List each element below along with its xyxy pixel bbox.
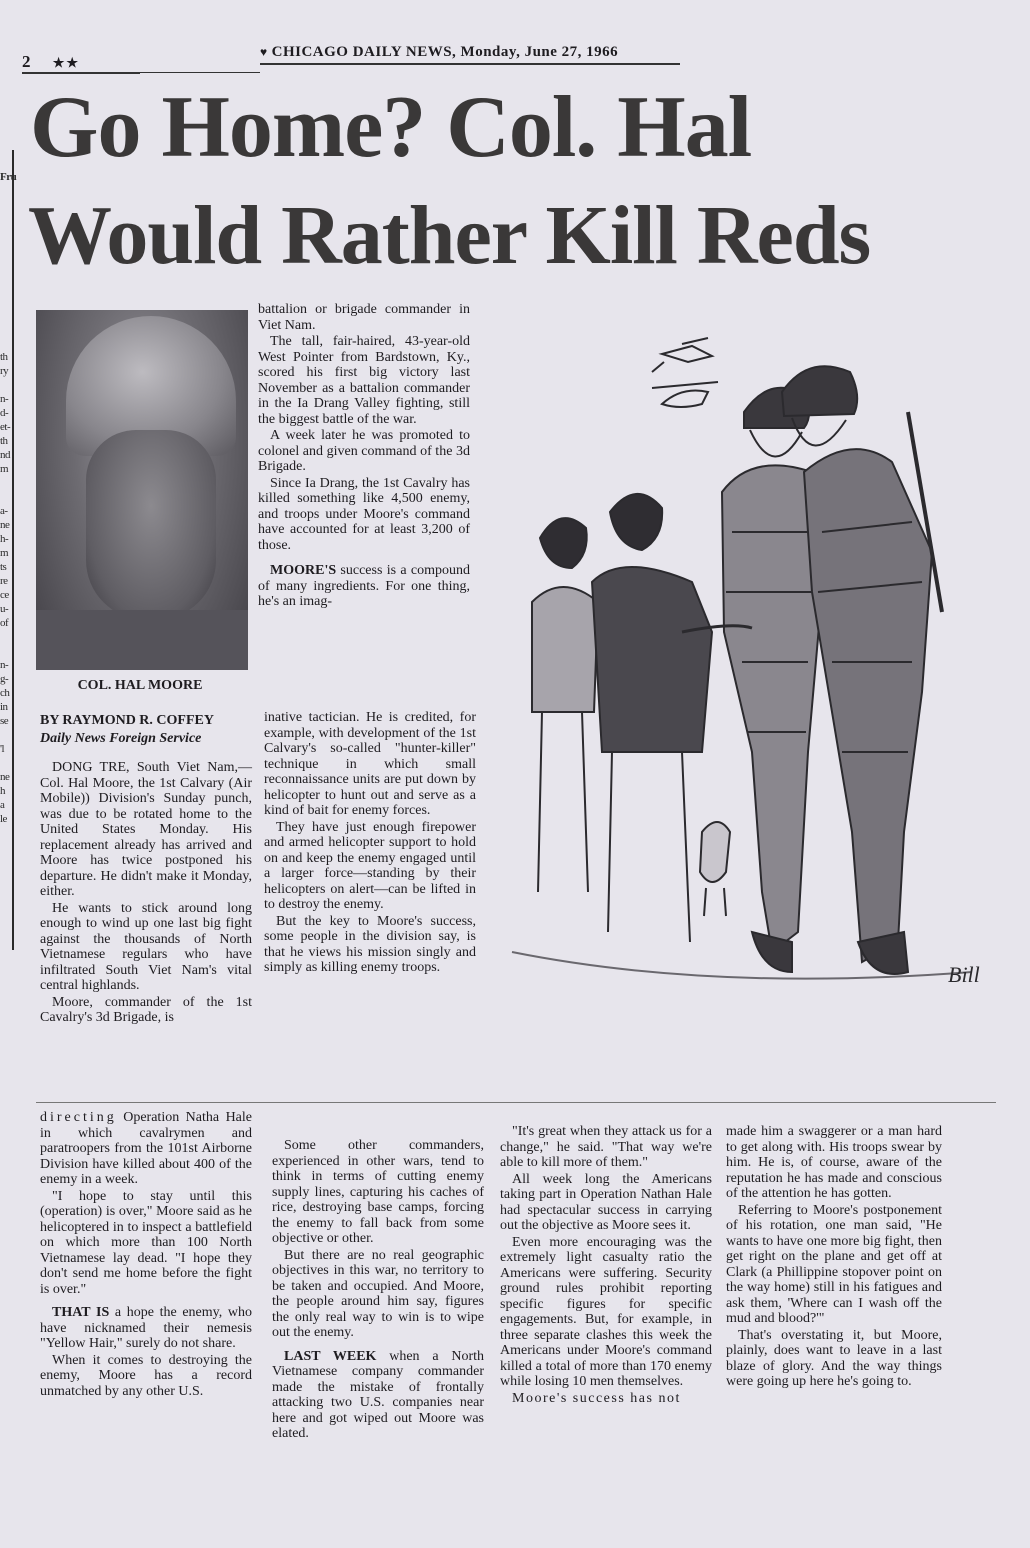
paragraph-body: success is a compound of many ingredients. For one thing, he's an imag- bbox=[258, 563, 470, 609]
paragraph: inative tactician. He is credited, for example, with development of the 1st Calvary's so-called "hunter-killer" technique in which small reconnaissance units are put down by helicopter to hunt out and serve as a kind of bait for enemy forces. bbox=[264, 710, 476, 818]
fragment: ry bbox=[0, 365, 9, 377]
paragraph: "I hope to stay until this (operation) is over," Moore said as he helicoptered in to inspect a battlefield on which more than 100 North Vietnamese lay dead. "I hope they don't send me home before the fight is over." bbox=[40, 1188, 252, 1297]
masthead: ♥ CHICAGO DAILY NEWS, Monday, June 27, 1966 bbox=[260, 44, 680, 65]
fragment: g- bbox=[0, 673, 9, 685]
adjacent-column-fragments bbox=[0, 171, 17, 826]
paragraph: That's overstating it, but Moore, plainly, does want to leave in a last blaze of glory. And the way things were going up here he's going to. bbox=[726, 1327, 942, 1389]
paragraph-lead: MOORE'S bbox=[270, 563, 337, 578]
byline-service: Daily News Foreign Service bbox=[40, 731, 202, 746]
fragment: n- bbox=[0, 393, 9, 405]
paragraph: Even more encouraging was the extremely light casualty ratio the Americans were suffering. Security ground rules prohibit reporting specific figures for specific engagements. But, for example, in three separate clashes this week the Americans under Moore's command killed a total of more than 170 enemy while losing 10 men themselves. bbox=[500, 1234, 712, 1389]
page-number bbox=[22, 52, 140, 74]
fragment: Fru bbox=[0, 171, 17, 183]
article-column-lower-1 bbox=[40, 1110, 252, 1400]
fragment: h- bbox=[0, 533, 9, 545]
fragment: of bbox=[0, 617, 9, 629]
masthead-title: CHICAGO DAILY NEWS, Monday, June 27, 1966 bbox=[271, 44, 619, 60]
paragraph: A week later he was promoted to colonel and given command of the 3d Brigade. bbox=[258, 428, 470, 474]
paragraph bbox=[272, 1349, 484, 1442]
paragraph bbox=[40, 1305, 252, 1352]
headline-line-2: Would Rather Kill Reds bbox=[28, 189, 871, 282]
paragraph: battalion or brigade commander in Viet Nam. bbox=[258, 302, 470, 333]
headline-line-1: Go Home? Col. Hal bbox=[30, 79, 752, 176]
paragraph: Moore's success has not bbox=[512, 1390, 681, 1406]
child-left bbox=[532, 518, 598, 892]
article-column-lower-2 bbox=[272, 1138, 484, 1443]
paragraph: The tall, fair-haired, 43-year-old West Pointer from Bardstown, Ky., scored his first big victory last November as a battalion commander in the Ia Drang Valley fighting, still the biggest battle of the war. bbox=[258, 334, 470, 427]
fragment: a bbox=[0, 799, 5, 811]
paragraph: made him a swaggerer or a man hard to get along with. His troops swear by him. He is, of course, aware of the reputation he has made and conscious of the attention he has gotten. bbox=[726, 1124, 942, 1201]
paragraph: Referring to Moore's postponement of his rotation, one man said, "He wants to have one more big fight, then get right on the plane and get off at Clark (a Phillippine stopover point on the way home) still in his fatigues and ask them, 'Where can I wash off the mud and blood?'" bbox=[726, 1202, 942, 1326]
fragment: et- bbox=[0, 421, 11, 433]
paragraph bbox=[258, 563, 470, 610]
paragraph: But the key to Moore's success, some people in the division say, is that he views his mission singly and simply as killing enemy troops. bbox=[264, 913, 476, 975]
fragment: le bbox=[0, 813, 7, 825]
portrait-photo bbox=[36, 310, 248, 670]
paragraph bbox=[40, 1110, 252, 1188]
paragraph-lead: directing bbox=[40, 1110, 117, 1125]
paragraph-body: when a North Vietnamese company commander made the mistake of frontally attacking two U.S. companies near here and got wiped out Moore was elated. bbox=[272, 1348, 484, 1441]
paragraph: DONG TRE, South Viet Nam,—Col. Hal Moore, the 1st Calvary (Air Mobile)) Division's Sunday punch, was due to be rotated home to the United States Monday. His replacement already has arrived and Moore has twice postponed his departure. He didn't make it Monday, either. bbox=[40, 760, 252, 899]
paragraph-body: a hope the enemy, who have nicknamed their nemesis "Yellow Hair," surely do not share. bbox=[40, 1305, 252, 1351]
helicopter-sketch-1 bbox=[652, 338, 712, 372]
fragment: nd bbox=[0, 449, 10, 461]
masthead-rule bbox=[120, 72, 260, 73]
fragment: n- bbox=[0, 659, 9, 671]
small-dog bbox=[700, 822, 730, 916]
fragment: th bbox=[0, 435, 8, 447]
fragment: th bbox=[0, 351, 8, 363]
fragment: ts bbox=[0, 561, 7, 573]
section-divider bbox=[36, 1102, 996, 1103]
fragment: 'l bbox=[0, 743, 5, 755]
photo-caption: COL. HAL MOORE bbox=[77, 678, 203, 693]
face-shape bbox=[86, 430, 216, 620]
article-column-lower-3 bbox=[500, 1124, 712, 1407]
paragraph: Some other commanders, experienced in other wars, tend to think in terms of cutting enemy supply lines, capturing his caches of rice, destroying base camps, forcing the enemy to fall back from some objective or other. bbox=[272, 1138, 484, 1246]
article-column-lower-4 bbox=[726, 1124, 942, 1391]
page-number-value: 2 bbox=[22, 52, 31, 71]
headline bbox=[28, 78, 1018, 286]
paragraph: Moore, commander of the 1st Cavalry's 3d Brigade, is bbox=[40, 994, 252, 1025]
paragraph: He wants to stick around long enough to wind up one last big fight against the thousands of North Vietnamese regulars who have infiltrated South Viet Nam's vital central highlands. bbox=[40, 900, 252, 993]
paragraph: Since Ia Drang, the 1st Cavalry has killed something like 4,500 enemy, and troops under Moore's command have accounted for at least 3,200 of those. bbox=[258, 475, 470, 553]
artist-signature: Bill bbox=[948, 962, 980, 987]
fragment: in bbox=[0, 701, 8, 713]
paragraph-body: Operation Natha Hale in which cavalrymen and paratroopers from the 101st Airborne Division have killed about 400 of the enemy in a week. bbox=[40, 1110, 252, 1187]
article-column-upper-left bbox=[40, 760, 252, 1027]
fragment: m bbox=[0, 547, 9, 559]
collar-shape bbox=[36, 610, 248, 670]
fragment: re bbox=[0, 575, 8, 587]
paragraph: All week long the Americans taking part in Operation Nathan Hale had spectacular success in carrying out the objective as Moore sees it. bbox=[500, 1171, 712, 1233]
fragment: se bbox=[0, 715, 9, 727]
helicopter-sketch-2 bbox=[652, 382, 718, 407]
fragment: ce bbox=[0, 589, 9, 601]
fragment: m bbox=[0, 463, 9, 475]
fragment: u- bbox=[0, 603, 9, 615]
byline bbox=[40, 712, 260, 748]
byline-name: BY RAYMOND R. COFFEY bbox=[40, 713, 214, 728]
fragment: ne bbox=[0, 519, 10, 531]
paragraph: "It's great when they attack us for a change," he said. "That way we're able to kill more of them." bbox=[500, 1124, 712, 1170]
paragraph: They have just enough firepower and armed helicopter support to hold on and keep the enemy engaged until a larger force—standing by their helicopters on alert—can be lifted in to destroy the enemy. bbox=[264, 819, 476, 912]
soldiers-children-illustration bbox=[512, 332, 1000, 1022]
fragment: d- bbox=[0, 407, 9, 419]
fragment: ch bbox=[0, 687, 10, 699]
paragraph: But there are no real geographic objectives in this war, no territory to be taken and occupied. And Moore, the people around him say, figures the only real way to win is to wipe out the enemy. bbox=[272, 1247, 484, 1340]
paragraph: When it comes to destroying the enemy, Moore has a record unmatched by any other U.S. bbox=[40, 1352, 252, 1399]
edition-stars: ★★ bbox=[52, 55, 81, 70]
fragment: h bbox=[0, 785, 5, 797]
paragraph-lead: LAST WEEK bbox=[284, 1348, 377, 1364]
paragraph-lead: THAT IS bbox=[52, 1305, 110, 1320]
fragment: a- bbox=[0, 505, 8, 517]
article-column-upper-mid-top bbox=[258, 302, 470, 611]
article-column-upper-mid-bottom bbox=[264, 710, 476, 977]
fragment: ne bbox=[0, 771, 10, 783]
